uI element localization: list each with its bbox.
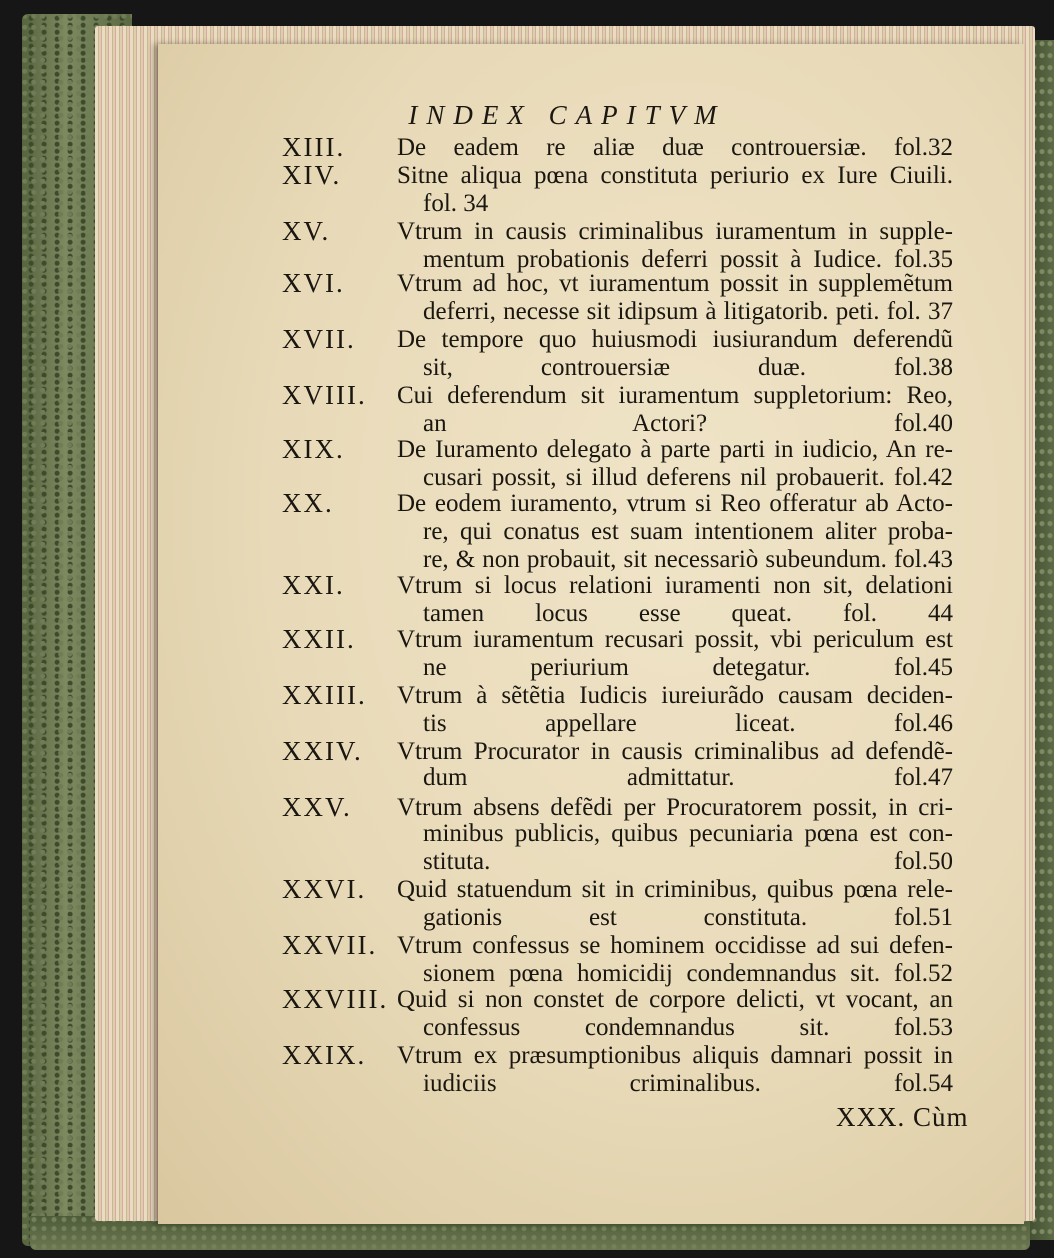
chapter-title-line: Vtrum si locus relationi iuramenti non sit, delationi (397, 572, 953, 599)
chapter-title-line: minibus publicis, quibus pecuniaria pœna est con- (423, 820, 953, 847)
chapter-title-line: deferri, necesse sit idipsum à litigatorib. peti. fol. 37 (423, 298, 953, 325)
chapter-title-line: Vtrum absens defẽdi per Procuratorem possit, in cri- (397, 794, 953, 821)
chapter-number: XXVIII. (282, 984, 389, 1014)
chapter-number: XXVI. (282, 874, 367, 904)
chapter-title-line: Vtrum iuramentum recusari possit, vbi periculum est (397, 626, 953, 653)
chapter-number: XXI. (282, 570, 345, 600)
chapter-title-line: Cui deferendum sit iuramentum suppletorium: Reo, (397, 382, 953, 409)
running-header: INDEX CAPITVM (408, 100, 726, 130)
chapter-title-line: ne periurium detegatur. fol.45 (423, 654, 953, 681)
chapter-title-line: De eodem iuramento, vtrum si Reo offeratur ab Acto- (397, 490, 953, 517)
chapter-title-line: confessus condemnandus sit. fol.53 (423, 1014, 953, 1041)
chapter-title-line: gationis est constituta. fol.51 (423, 904, 953, 931)
chapter-title-line: Vtrum in causis criminalibus iuramentum in supple- (397, 218, 953, 245)
chapter-title-line: Vtrum confessus se hominem occidisse ad sui defen- (397, 932, 953, 959)
chapter-number: XXVII. (282, 930, 378, 960)
catchword: XXX. Cùm (836, 1102, 969, 1132)
chapter-title-line: sionem pœna homicidij condemnandus sit. fol.52 (423, 960, 953, 987)
chapter-number: XXIV. (282, 736, 363, 766)
chapter-title-line: dum admittatur. fol.47 (423, 764, 953, 791)
chapter-number: XXIX. (282, 1040, 367, 1070)
chapter-number: XXII. (282, 624, 356, 654)
chapter-title-line: Sitne aliqua pœna constituta periurio ex Iure Ciuili. (397, 162, 953, 189)
chapter-title-line: Quid si non constet de corpore delicti, vt vocant, an (397, 986, 953, 1013)
chapter-number: XIII. (282, 132, 346, 162)
chapter-title-line: an Actori? fol.40 (423, 410, 953, 437)
chapter-title-line: iudiciis criminalibus. fol.54 (423, 1070, 953, 1097)
chapter-title-line: De eadem re aliæ duæ controuersiæ. fol.32 (397, 134, 953, 161)
chapter-title-line: tis appellare liceat. fol.46 (423, 710, 953, 737)
chapter-number: XVI. (282, 268, 345, 298)
chapter-title-line: tamen locus esse queat. fol. 44 (423, 600, 953, 627)
chapter-title-line: re, & non probauit, sit necessariò subeundum. fol.43 (423, 546, 953, 573)
chapter-title-line: Vtrum Procurator in causis criminalibus ad defendẽ- (397, 738, 953, 765)
chapter-number: XV. (282, 216, 331, 246)
chapter-title-line: Vtrum ex præsumptionibus aliquis damnari possit in (397, 1042, 953, 1069)
chapter-title-line: Vtrum à sẽtẽtia Iudicis iureiurãdo causam deciden- (397, 682, 953, 709)
chapter-number: XXIII. (282, 680, 367, 710)
chapter-title-line: Vtrum ad hoc, vt iuramentum possit in supplemẽtum (397, 270, 953, 297)
chapter-title-line: cusari possit, si illud deferens nil probauerit. fol.42 (423, 464, 953, 491)
chapter-title-line: De tempore quo huiusmodi iusiurandum deferendũ (397, 326, 953, 353)
chapter-title-line: re, qui conatus est suam intentionem aliter proba- (423, 518, 953, 545)
chapter-title-line: mentum probationis deferri possit à Iudice. fol.35 (423, 246, 953, 273)
chapter-title-line: De Iuramento delegato à parte parti in iudicio, An re- (397, 436, 953, 463)
chapter-title-line: stituta. fol.50 (423, 848, 953, 875)
chapter-title-line: Quid statuendum sit in criminibus, quibus pœna rele- (397, 876, 953, 903)
chapter-number: XIX. (282, 434, 345, 464)
chapter-title-line: sit, controuersiæ duæ. fol.38 (423, 354, 953, 381)
chapter-number: XVIII. (282, 380, 367, 410)
chapter-number: XX. (282, 488, 334, 518)
chapter-number: XVII. (282, 324, 356, 354)
chapter-number: XXV. (282, 792, 352, 822)
chapter-number: XIV. (282, 160, 342, 190)
chapter-title-line: fol. 34 (423, 190, 489, 217)
